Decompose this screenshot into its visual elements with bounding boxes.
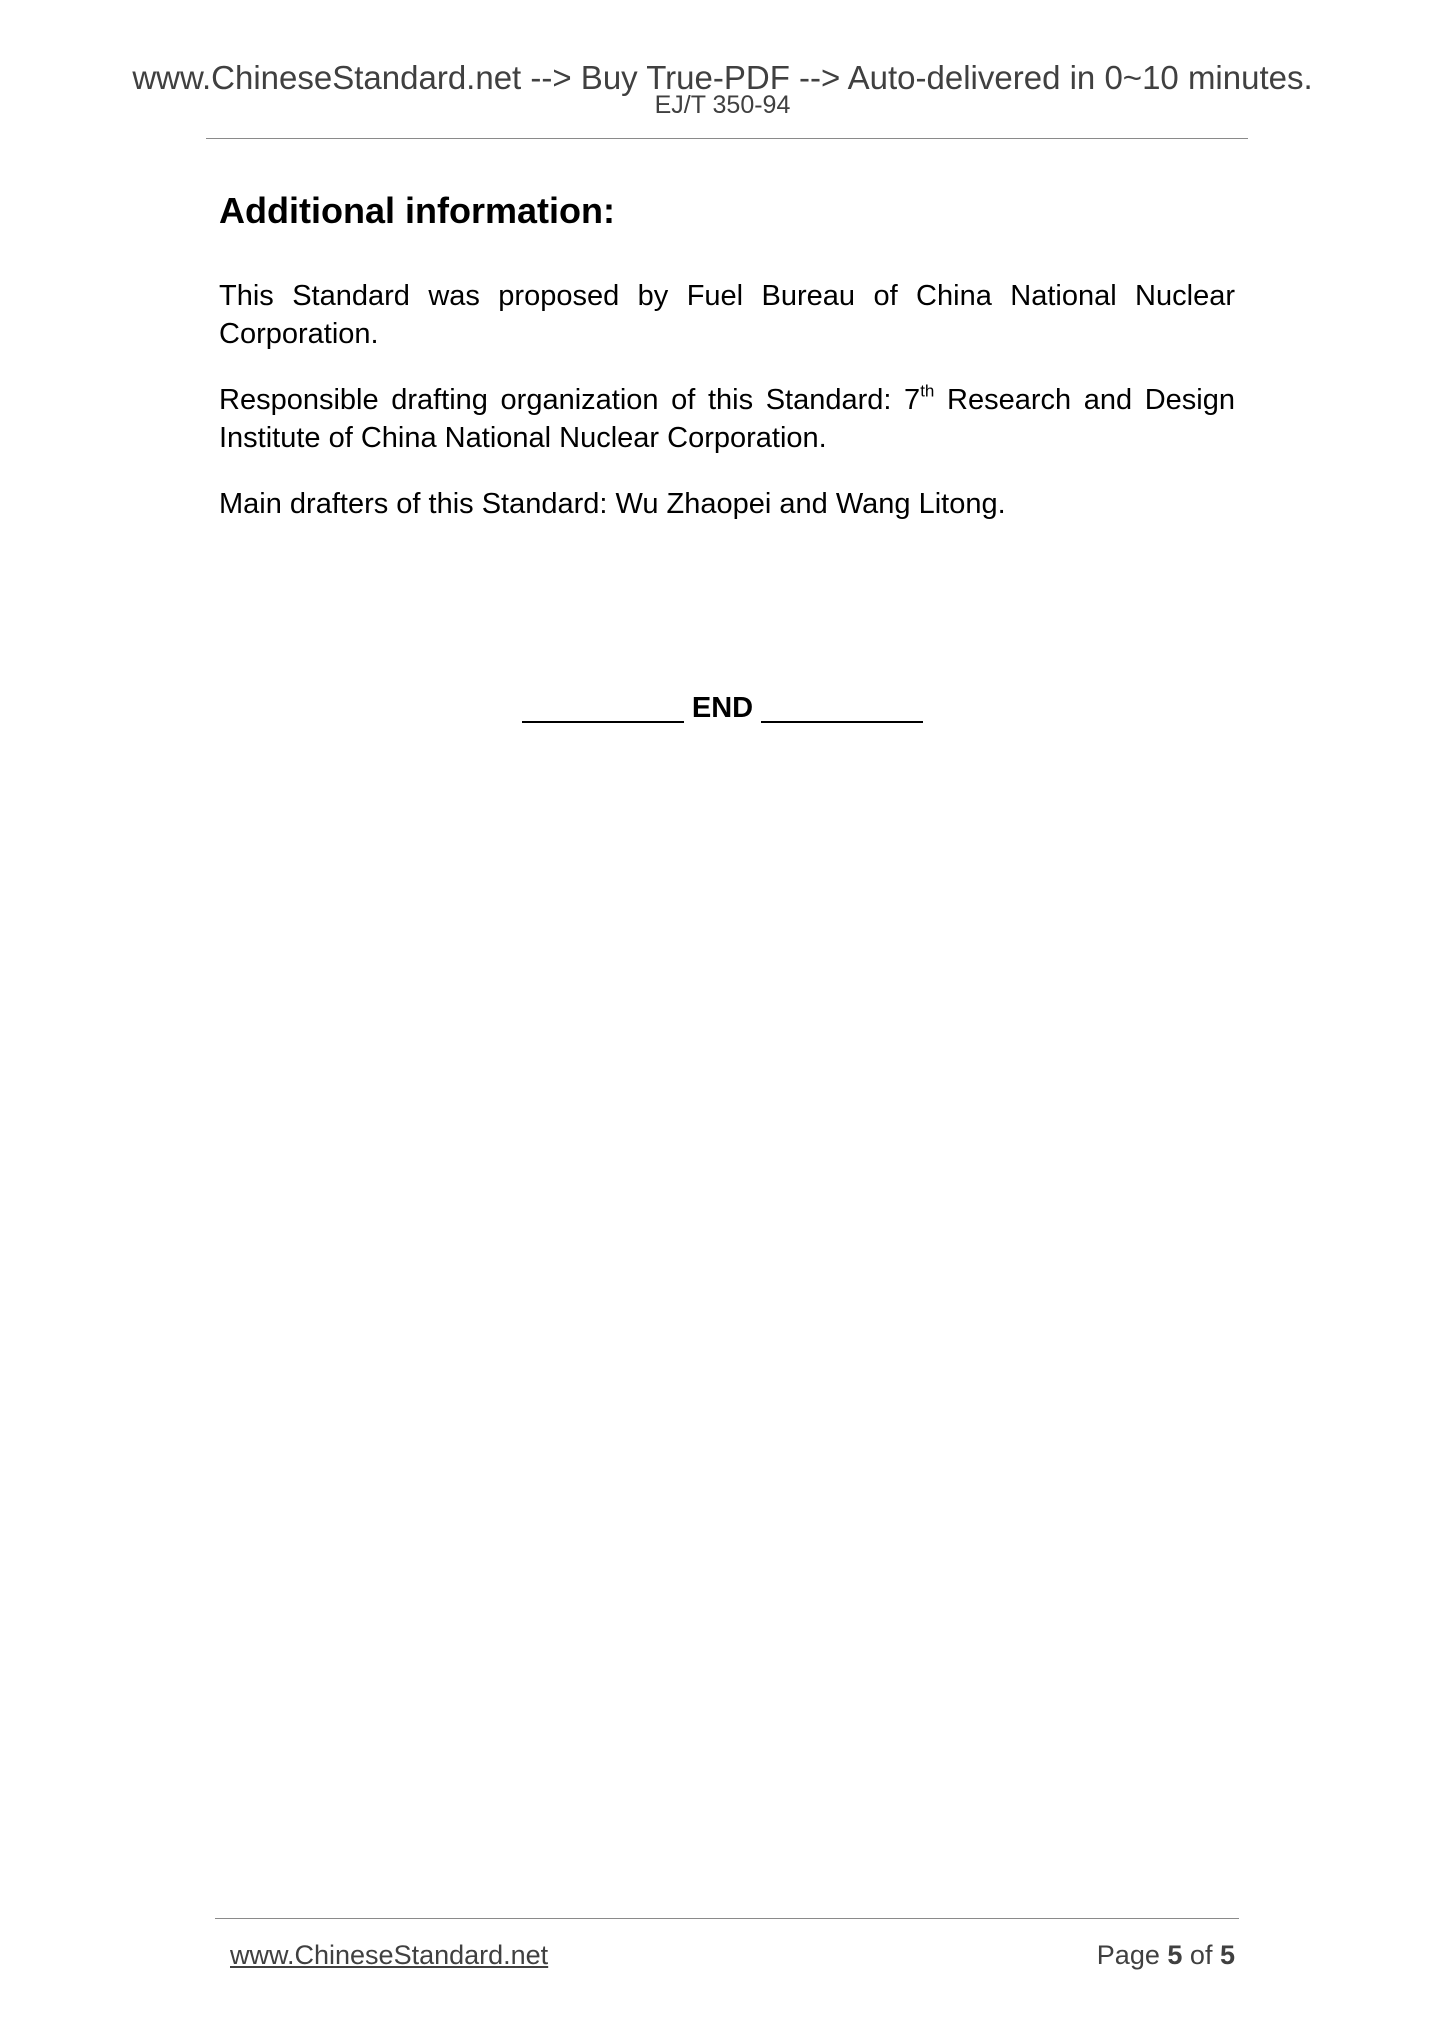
- page-word: Page: [1096, 1940, 1160, 1970]
- section-title: Additional information:: [219, 190, 615, 231]
- end-label: END: [691, 692, 754, 724]
- drafters-paragraph: Main drafters of this Standard: Wu Zhaopei and Wang Litong.: [219, 488, 1006, 520]
- header-divider: [206, 138, 1248, 139]
- standard-code: EJ/T 350-94: [654, 91, 791, 119]
- end-marker: [0, 688, 1445, 728]
- page-of-word: of: [1189, 1940, 1213, 1970]
- drafting-organization-text: Responsible drafting organization of this Standard: 7: [219, 384, 921, 416]
- end-line-left: [522, 721, 684, 723]
- end-line-right: [761, 721, 923, 723]
- drafting-organization-paragraph: [219, 381, 1235, 457]
- page-total: 5: [1219, 1940, 1235, 1970]
- drafting-organization-text-rest: Research and Design Institute of China National Nuclear Corporation.: [219, 384, 1235, 454]
- page-indicator: [1097, 1938, 1235, 1972]
- site-banner: www.ChineseStandard.net --> Buy True-PDF --> Auto-delivered in 0~10 minutes.: [132, 59, 1313, 96]
- document-body: [219, 180, 1235, 551]
- footer-site-link[interactable]: www.ChineseStandard.net: [230, 1940, 549, 1970]
- ordinal-suffix: th: [920, 381, 935, 401]
- footer-divider: [215, 1918, 1239, 1919]
- page-current: 5: [1167, 1940, 1183, 1970]
- proposer-paragraph: This Standard was proposed by Fuel Bureau of China National Nuclear Corporation.: [219, 280, 1235, 350]
